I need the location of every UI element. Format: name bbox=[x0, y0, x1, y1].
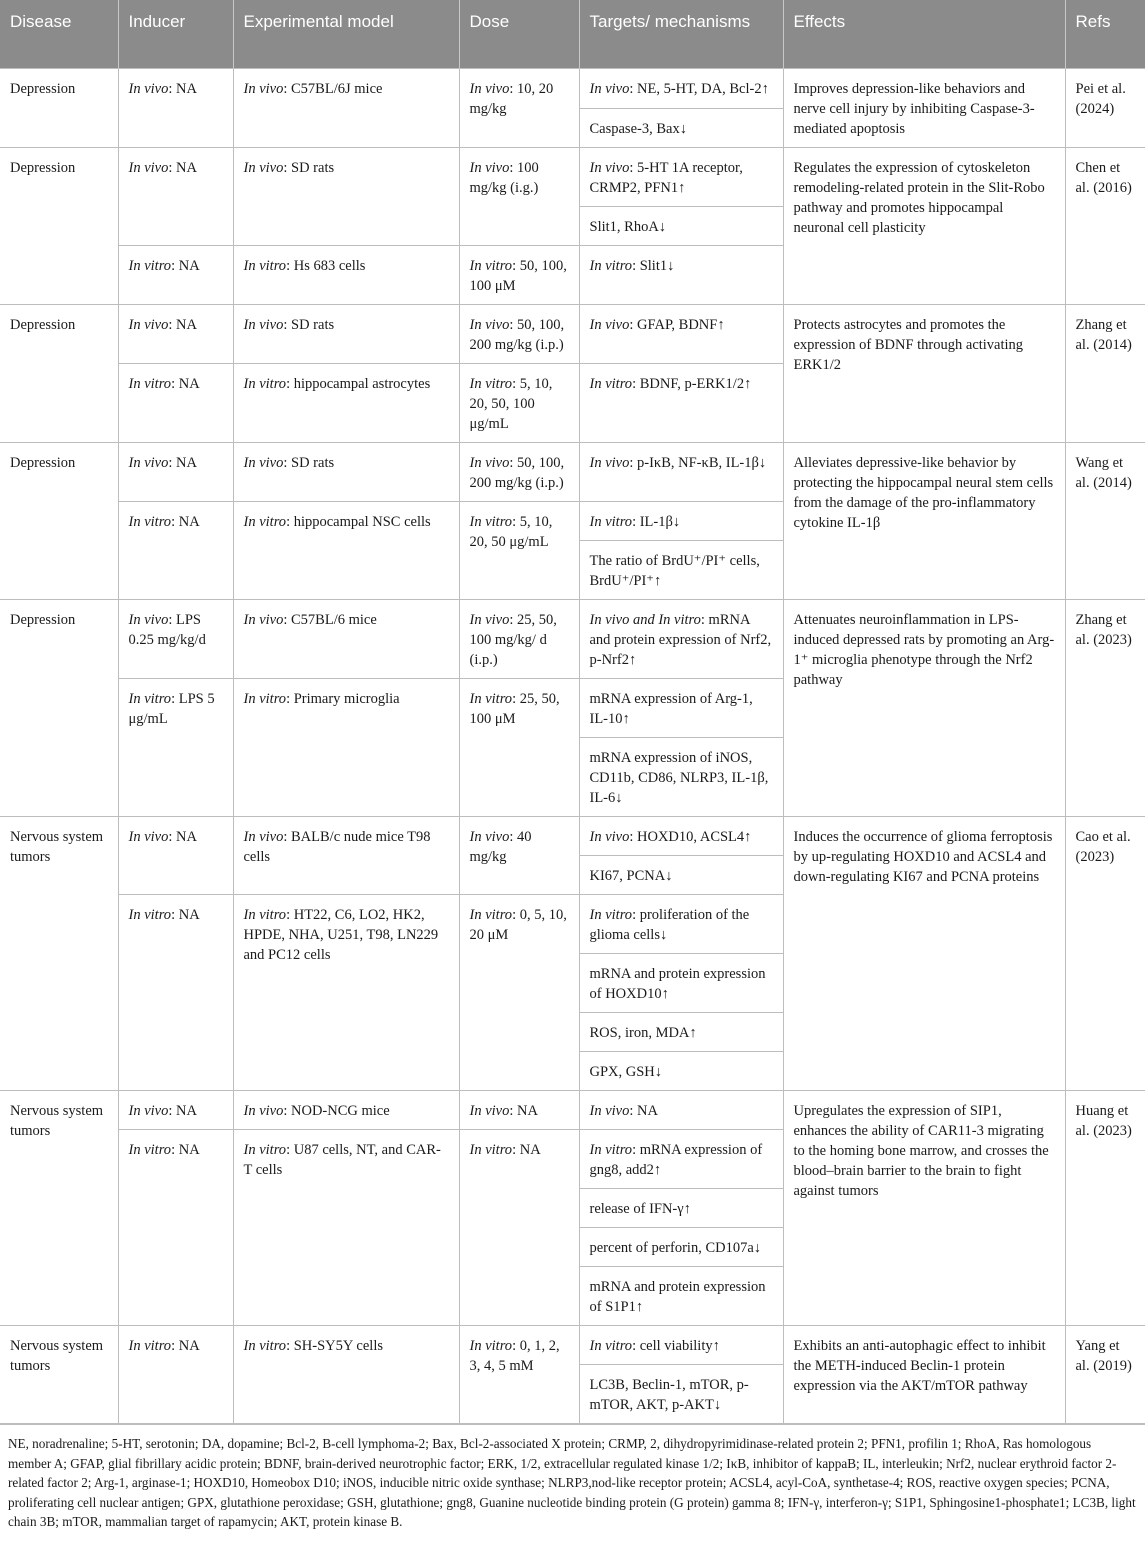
header-inducer: Inducer bbox=[118, 0, 233, 69]
condition-label: In vivo bbox=[128, 829, 169, 845]
cell-text: : mRNA expression of gng8, add2↑ bbox=[589, 1142, 763, 1178]
inducer-cell bbox=[118, 443, 233, 502]
cell-text: release of IFN-γ↑ bbox=[589, 1201, 691, 1217]
cell-text: mRNA expression of Arg-1, IL-10↑ bbox=[589, 691, 753, 727]
disease-cell: Nervous system tumors bbox=[0, 1326, 118, 1424]
target-cell bbox=[579, 69, 783, 109]
target-cell bbox=[579, 679, 783, 738]
disease-cell: Nervous system tumors bbox=[0, 1091, 118, 1326]
cell-text: : NA bbox=[171, 258, 200, 274]
cell-text: mRNA expression of iNOS, CD11b, CD86, NLRP3, IL-1β, IL-6↓ bbox=[589, 750, 769, 806]
inducer-cell bbox=[118, 364, 233, 443]
dose-cell bbox=[459, 895, 579, 1091]
refs-cell: Pei et al. (2024) bbox=[1065, 69, 1145, 148]
table-row bbox=[0, 1091, 1145, 1130]
refs-cell: Cao et al. (2023) bbox=[1065, 817, 1145, 1091]
target-cell bbox=[579, 1013, 783, 1052]
condition-label: In vivo bbox=[243, 1103, 284, 1119]
cell-text: : Primary microglia bbox=[286, 691, 400, 707]
condition-label: In vitro bbox=[469, 907, 513, 923]
dose-cell bbox=[459, 364, 579, 443]
condition-label: In vivo bbox=[128, 81, 169, 97]
cell-text: : U87 cells, NT, and CAR-T cells bbox=[243, 1142, 441, 1178]
cell-text: mRNA and protein expression of HOXD10↑ bbox=[589, 966, 766, 1002]
cell-text: : 5, 10, 20, 50, 100 μg/mL bbox=[469, 376, 553, 432]
condition-label: In vivo bbox=[589, 81, 630, 97]
cell-text: : NA bbox=[171, 376, 200, 392]
cell-text: : 100 mg/kg (i.g.) bbox=[469, 160, 539, 196]
target-cell bbox=[579, 895, 783, 954]
condition-label: In vitro bbox=[469, 1142, 513, 1158]
target-cell bbox=[579, 108, 783, 148]
condition-label: In vitro bbox=[469, 1338, 513, 1354]
dose-cell bbox=[459, 679, 579, 817]
target-cell bbox=[579, 1326, 783, 1365]
disease-cell: Depression bbox=[0, 443, 118, 600]
cell-text: : 25, 50, 100 μM bbox=[469, 691, 560, 727]
condition-label: In vivo and In vitro bbox=[589, 612, 701, 628]
condition-label: In vitro bbox=[128, 514, 172, 530]
cell-text: : hippocampal astrocytes bbox=[286, 376, 431, 392]
dose-cell bbox=[459, 246, 579, 305]
target-cell bbox=[579, 856, 783, 895]
cell-text: : 40 mg/kg bbox=[469, 829, 532, 865]
cell-text: : Slit1↓ bbox=[632, 258, 675, 274]
condition-label: In vivo bbox=[469, 317, 510, 333]
cell-text: : 25, 50, 100 mg/kg/ d (i.p.) bbox=[469, 612, 557, 668]
model-cell bbox=[233, 148, 459, 246]
dose-cell bbox=[459, 1326, 579, 1424]
dose-cell bbox=[459, 600, 579, 679]
table-row bbox=[0, 1326, 1145, 1365]
target-cell bbox=[579, 1130, 783, 1189]
target-cell bbox=[579, 600, 783, 679]
model-cell bbox=[233, 895, 459, 1091]
dose-cell bbox=[459, 443, 579, 502]
header-targets-mechanisms: Targets/ mechanisms bbox=[579, 0, 783, 69]
condition-label: In vivo bbox=[589, 160, 630, 176]
header-disease: Disease bbox=[0, 0, 118, 69]
model-cell bbox=[233, 679, 459, 817]
condition-label: In vitro bbox=[128, 258, 172, 274]
model-cell bbox=[233, 364, 459, 443]
cell-text: : NA bbox=[168, 1103, 197, 1119]
cell-text: : BDNF, p-ERK1/2↑ bbox=[632, 376, 752, 392]
cell-text: : 5-HT 1A receptor, CRMP2, PFN1↑ bbox=[589, 160, 743, 196]
dose-cell bbox=[459, 1130, 579, 1326]
target-cell bbox=[579, 1052, 783, 1091]
cell-text: LC3B, Beclin-1, mTOR, p-mTOR, AKT, p-AKT↓ bbox=[589, 1377, 749, 1413]
dose-cell bbox=[459, 1091, 579, 1130]
target-cell bbox=[579, 305, 783, 364]
cell-text: : p-IκB, NF-κB, IL-1β↓ bbox=[629, 455, 767, 471]
target-cell bbox=[579, 246, 783, 305]
condition-label: In vitro bbox=[589, 1338, 633, 1354]
target-cell bbox=[579, 954, 783, 1013]
cell-text: : 0, 1, 2, 3, 4, 5 mM bbox=[469, 1338, 560, 1374]
header-effects: Effects bbox=[783, 0, 1065, 69]
condition-label: In vivo bbox=[469, 160, 510, 176]
cell-text: : SD rats bbox=[283, 160, 335, 176]
cell-text: Caspase-3, Bax↓ bbox=[589, 120, 687, 137]
condition-label: In vivo bbox=[128, 160, 169, 176]
condition-label: In vivo bbox=[469, 455, 510, 471]
target-cell bbox=[579, 817, 783, 856]
cell-text: Slit1, RhoA↓ bbox=[589, 219, 667, 235]
inducer-cell bbox=[118, 1091, 233, 1130]
model-cell bbox=[233, 1130, 459, 1326]
target-cell bbox=[579, 1228, 783, 1267]
condition-label: In vivo bbox=[589, 455, 630, 471]
effects-cell: Regulates the expression of cytoskeleton remodeling-related protein in the Slit-Robo pathway and promotes hippocampal neuronal cell plasticity bbox=[783, 148, 1065, 305]
condition-label: In vivo bbox=[128, 317, 169, 333]
condition-label: In vivo bbox=[589, 1103, 630, 1119]
condition-label: In vitro bbox=[128, 1142, 172, 1158]
condition-label: In vitro bbox=[243, 907, 287, 923]
cell-text: : SD rats bbox=[283, 317, 335, 333]
inducer-cell bbox=[118, 148, 233, 246]
cell-text: : 10, 20 mg/kg bbox=[469, 81, 554, 117]
cell-text: : 50, 100, 200 mg/kg (i.p.) bbox=[469, 317, 565, 353]
cell-text: : NE, 5-HT, DA, Bcl-2↑ bbox=[629, 81, 769, 97]
model-cell bbox=[233, 502, 459, 600]
target-cell bbox=[579, 1091, 783, 1130]
condition-label: In vitro bbox=[589, 1142, 633, 1158]
cell-text: : LPS 0.25 mg/kg/d bbox=[128, 612, 206, 648]
target-cell bbox=[579, 541, 783, 600]
condition-label: In vivo bbox=[469, 1103, 510, 1119]
disease-cell: Depression bbox=[0, 148, 118, 305]
dose-cell bbox=[459, 817, 579, 895]
inducer-cell bbox=[118, 246, 233, 305]
cell-text: : Hs 683 cells bbox=[286, 258, 366, 274]
cell-text: : NA bbox=[168, 317, 197, 333]
inducer-cell bbox=[118, 895, 233, 1091]
condition-label: In vitro bbox=[128, 1338, 172, 1354]
condition-label: In vitro bbox=[589, 376, 633, 392]
target-cell bbox=[579, 364, 783, 443]
header-dose: Dose bbox=[459, 0, 579, 69]
cell-text: : NA bbox=[512, 1142, 541, 1158]
inducer-cell bbox=[118, 679, 233, 817]
cell-text: ROS, iron, MDA↑ bbox=[589, 1025, 697, 1041]
refs-cell: Huang et al. (2023) bbox=[1065, 1091, 1145, 1326]
cell-text: The ratio of BrdU⁺/PI⁺ cells, BrdU⁺/PI⁺↑ bbox=[589, 553, 760, 589]
effects-cell: Exhibits an anti-autophagic effect to inhibit the METH-induced Beclin-1 protein expression via the AKT/mTOR pathway bbox=[783, 1326, 1065, 1424]
cell-text: : HOXD10, ACSL4↑ bbox=[629, 829, 752, 845]
condition-label: In vivo bbox=[469, 612, 510, 628]
cell-text: : IL-1β↓ bbox=[632, 514, 681, 530]
cell-text: : mRNA and protein expression of Nrf2, p-Nrf2↑ bbox=[589, 612, 772, 668]
condition-label: In vitro bbox=[469, 258, 513, 274]
inducer-cell bbox=[118, 502, 233, 600]
model-cell bbox=[233, 600, 459, 679]
disease-cell: Nervous system tumors bbox=[0, 817, 118, 1091]
effects-cell: Induces the occurrence of glioma ferroptosis by up-regulating HOXD10 and ACSL4 and down-regulating KI67 and PCNA proteins bbox=[783, 817, 1065, 1091]
cell-text: : proliferation of the glioma cells↓ bbox=[589, 907, 750, 943]
condition-label: In vivo bbox=[243, 81, 284, 97]
model-cell bbox=[233, 69, 459, 148]
target-cell bbox=[579, 1189, 783, 1228]
condition-label: In vivo bbox=[469, 81, 510, 97]
cell-text: : NA bbox=[168, 455, 197, 471]
target-cell bbox=[579, 1267, 783, 1326]
condition-label: In vivo bbox=[589, 829, 630, 845]
inducer-cell bbox=[118, 817, 233, 895]
condition-label: In vitro bbox=[128, 907, 172, 923]
cell-text: mRNA and protein expression of S1P1↑ bbox=[589, 1279, 766, 1315]
cell-text: : cell viability↑ bbox=[632, 1338, 720, 1354]
cell-text: : C57BL/6 mice bbox=[283, 612, 377, 628]
condition-label: In vitro bbox=[469, 514, 513, 530]
cell-text: : SD rats bbox=[283, 455, 335, 471]
cell-text: : BALB/c nude mice T98 cells bbox=[243, 829, 431, 865]
condition-label: In vitro bbox=[469, 376, 513, 392]
condition-label: In vivo bbox=[589, 317, 630, 333]
disease-cell: Depression bbox=[0, 305, 118, 443]
cell-text: : 50, 100, 100 μM bbox=[469, 258, 567, 294]
model-cell bbox=[233, 1091, 459, 1130]
cell-text: : NA bbox=[171, 1338, 200, 1354]
condition-label: In vitro bbox=[589, 907, 633, 923]
cell-text: : C57BL/6J mice bbox=[283, 81, 383, 97]
cell-text: : 0, 5, 10, 20 μM bbox=[469, 907, 567, 943]
inducer-cell bbox=[118, 69, 233, 148]
condition-label: In vivo bbox=[243, 160, 284, 176]
condition-label: In vitro bbox=[243, 1142, 287, 1158]
inducer-cell bbox=[118, 1326, 233, 1424]
cell-text: : hippocampal NSC cells bbox=[286, 514, 431, 530]
refs-cell: Chen et al. (2016) bbox=[1065, 148, 1145, 305]
inducer-cell bbox=[118, 600, 233, 679]
disease-cell: Depression bbox=[0, 600, 118, 817]
condition-label: In vitro bbox=[589, 514, 633, 530]
model-cell bbox=[233, 443, 459, 502]
table-row bbox=[0, 148, 1145, 207]
cell-text: : SH-SY5Y cells bbox=[286, 1338, 383, 1354]
header-row bbox=[0, 0, 1145, 69]
condition-label: In vitro bbox=[243, 1338, 287, 1354]
dose-cell bbox=[459, 305, 579, 364]
table-row bbox=[0, 305, 1145, 364]
table-row bbox=[0, 600, 1145, 679]
condition-label: In vitro bbox=[243, 376, 287, 392]
condition-label: In vivo bbox=[243, 829, 284, 845]
cell-text: : GFAP, BDNF↑ bbox=[629, 317, 725, 333]
effects-cell: Upregulates the expression of SIP1, enhances the ability of CAR11-3 migrating to the homing bone marrow, and crosses the blood–brain barrier to the brain to fight against tumors bbox=[783, 1091, 1065, 1326]
dose-cell bbox=[459, 69, 579, 148]
effects-cell: Protects astrocytes and promotes the expression of BDNF through activating ERK1/2 bbox=[783, 305, 1065, 443]
cell-text: : NA bbox=[168, 829, 197, 845]
cell-text: : HT22, C6, LO2, HK2, HPDE, NHA, U251, T98, LN229 and PC12 cells bbox=[243, 907, 439, 963]
condition-label: In vitro bbox=[243, 258, 287, 274]
condition-label: In vivo bbox=[128, 1103, 169, 1119]
effects-cell: Alleviates depressive-like behavior by protecting the hippocampal neural stem cells from the damage of the pro-inflammatory cytokine IL-1β bbox=[783, 443, 1065, 600]
cell-text: : NA bbox=[171, 907, 200, 923]
dose-cell bbox=[459, 148, 579, 246]
effects-cell: Attenuates neuroinflammation in LPS-induced depressed rats by promoting an Arg-1⁺ microglia phenotype through the Nrf2 pathway bbox=[783, 600, 1065, 817]
effects-cell: Improves depression-like behaviors and nerve cell injury by inhibiting Caspase-3-mediated apoptosis bbox=[783, 69, 1065, 148]
cell-text: : NOD-NCG mice bbox=[283, 1103, 390, 1119]
cell-text: : LPS 5 μg/mL bbox=[128, 691, 215, 727]
condition-label: In vitro bbox=[128, 691, 172, 707]
cell-text: : NA bbox=[509, 1103, 538, 1119]
target-cell bbox=[579, 443, 783, 502]
header-refs: Refs bbox=[1065, 0, 1145, 69]
refs-cell: Wang et al. (2014) bbox=[1065, 443, 1145, 600]
table-row bbox=[0, 817, 1145, 856]
condition-label: In vitro bbox=[243, 514, 287, 530]
cell-text: : NA bbox=[171, 1142, 200, 1158]
disease-cell: Depression bbox=[0, 69, 118, 148]
model-cell bbox=[233, 305, 459, 364]
cell-text: : NA bbox=[168, 160, 197, 176]
cell-text: : NA bbox=[629, 1103, 658, 1119]
model-cell bbox=[233, 246, 459, 305]
condition-label: In vitro bbox=[128, 376, 172, 392]
condition-label: In vivo bbox=[128, 455, 169, 471]
target-cell bbox=[579, 1365, 783, 1424]
target-cell bbox=[579, 207, 783, 246]
condition-label: In vitro bbox=[469, 691, 513, 707]
target-cell bbox=[579, 738, 783, 817]
condition-label: In vivo bbox=[128, 612, 169, 628]
cell-text: : 50, 100, 200 mg/kg (i.p.) bbox=[469, 455, 565, 491]
cell-text: KI67, PCNA↓ bbox=[589, 868, 673, 884]
inducer-cell bbox=[118, 1130, 233, 1326]
cell-text: : NA bbox=[171, 514, 200, 530]
table-row bbox=[0, 443, 1145, 502]
table-row bbox=[0, 69, 1145, 109]
target-cell bbox=[579, 148, 783, 207]
cell-text: : 5, 10, 20, 50 μg/mL bbox=[469, 514, 553, 550]
condition-label: In vivo bbox=[243, 317, 284, 333]
condition-label: In vivo bbox=[243, 612, 284, 628]
table-header bbox=[0, 0, 1145, 69]
model-cell bbox=[233, 1326, 459, 1424]
refs-cell: Zhang et al. (2023) bbox=[1065, 600, 1145, 817]
table-footnote: NE, noradrenaline; 5-HT, serotonin; DA, dopamine; Bcl-2, B-cell lymphoma-2; Bax, Bcl-2-associated X protein; CRMP, 2, dihydropyrimidinase-related protein 2; PFN1, profilin 1; RhoA, Ras homologous member A; GFAP, glial fibrillary acidic protein; BDNF, brain-derived neurotrophic factor; ERK, 1/2, extracellular regulated kinase 1/2; IκB, inhibitor of kappaB; IL, interleukin; Nrf2, nuclear erythroid factor 2-related factor 2; Arg-1, arginase-1; HOXD10, Homeobox D10; iNOS, inducible nitric oxide synthase; NLRP3,nod-like receptor protein; ACSL4, acyl-CoA, synthetase-4; ROS, reactive oxygen species; PCNA, proliferating cell nuclear antigen; GPX, glutathione peroxidase; GSH, glutathione; gng8, Guanine nucleotide binding protein (G protein) gamma 8; IFN-γ, interferon-γ; S1P1, Sphingosine1-phosphate1; LC3B, light chain 3B; mTOR, mammalian target of rapamycin; AKT, protein kinase B. bbox=[0, 1424, 1145, 1532]
target-cell bbox=[579, 502, 783, 541]
condition-label: In vivo bbox=[469, 829, 510, 845]
refs-cell: Zhang et al. (2014) bbox=[1065, 305, 1145, 443]
cell-text: GPX, GSH↓ bbox=[589, 1064, 663, 1080]
condition-label: In vivo bbox=[243, 455, 284, 471]
table-body bbox=[0, 69, 1145, 1424]
model-cell bbox=[233, 817, 459, 895]
dose-cell bbox=[459, 502, 579, 600]
cell-text: : NA bbox=[168, 81, 197, 97]
header-experimental-model: Experimental model bbox=[233, 0, 459, 69]
cell-text: percent of perforin, CD107a↓ bbox=[589, 1240, 762, 1256]
condition-label: In vitro bbox=[243, 691, 287, 707]
inducer-cell bbox=[118, 305, 233, 364]
refs-cell: Yang et al. (2019) bbox=[1065, 1326, 1145, 1424]
condition-label: In vitro bbox=[589, 258, 633, 274]
